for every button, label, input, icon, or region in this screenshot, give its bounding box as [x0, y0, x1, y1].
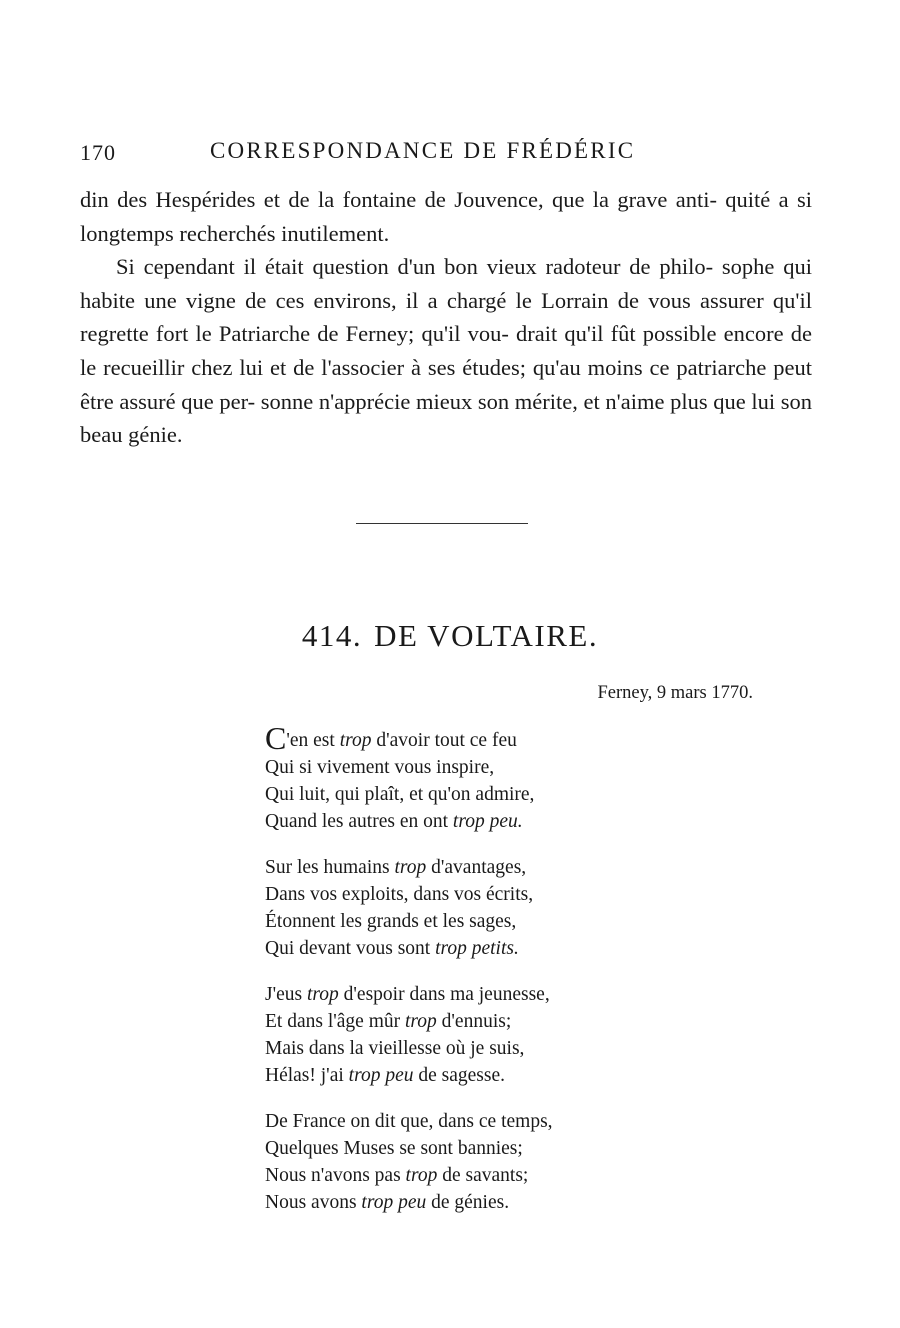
verse-line: Nous avons trop peu de génies. — [265, 1192, 510, 1213]
verse-line: Qui luit, qui plaît, et qu'on admire, — [265, 784, 535, 805]
running-title: CORRESPONDANCE DE FRÉDÉRIC — [210, 138, 636, 163]
drop-cap: C — [265, 720, 287, 756]
verse-line: J'eus trop d'espoir dans ma jeunesse, — [265, 984, 550, 1005]
verse-line: Qui devant vous sont trop petits. — [265, 938, 519, 959]
prose-paragraph-2: Si cependant il était question d'un bon vieux radoteur de philo- sophe qui habite une vigne de ces environs, il a chargé le Lorrain de vous assurer qu'il regrette fort le Patriarche de Ferney; qu'il vou- drait qu'il fût possible encore de le recueillir chez lui et de l'associer à ses études; qu'au moins ce patriarche peut être assuré que per- sonne n'apprécie mieux son mérite, et n'aime plus que lui son beau génie. — [80, 254, 812, 448]
stanza — [265, 720, 553, 835]
stanza — [265, 854, 553, 962]
stanza — [265, 981, 553, 1089]
verse-line: Dans vos exploits, dans vos écrits, — [265, 884, 534, 905]
verse-line: Nous n'avons pas trop de savants; — [265, 1165, 529, 1186]
section-divider — [356, 523, 528, 524]
verse-line: Quand les autres en ont trop peu. — [265, 811, 523, 832]
verse-line: Et dans l'âge mûr trop d'ennuis; — [265, 1011, 512, 1032]
verse-line: Sur les humains trop d'avantages, — [265, 857, 527, 878]
prose-paragraph-1: din des Hespérides et de la fontaine de Jouvence, que la grave anti- quité a si longtemps recherchés inutilement. — [80, 187, 812, 246]
verse-line: Qui si vivement vous inspire, — [265, 757, 495, 778]
running-head — [80, 136, 810, 170]
verse-line: Mais dans la vieillesse où je suis, — [265, 1038, 525, 1059]
prose-continuation — [80, 183, 812, 452]
stanza — [265, 1108, 553, 1216]
verse-line: Hélas! j'ai trop peu de sagesse. — [265, 1065, 505, 1086]
dateline: Ferney, 9 mars 1770. — [597, 683, 753, 703]
page-number: 170 — [80, 140, 116, 165]
verse-line: Quelques Muses se sont bannies; — [265, 1138, 523, 1159]
letter-title: DE VOLTAIRE. — [374, 618, 599, 653]
poem — [265, 720, 553, 1235]
verse-line: Étonnent les grands et les sages, — [265, 911, 517, 932]
verse-line: De France on dit que, dans ce temps, — [265, 1111, 553, 1132]
letter-heading — [0, 618, 900, 654]
verse-line: C'en est trop d'avoir tout ce feu — [265, 720, 517, 756]
letter-number: 414. — [301, 618, 363, 653]
